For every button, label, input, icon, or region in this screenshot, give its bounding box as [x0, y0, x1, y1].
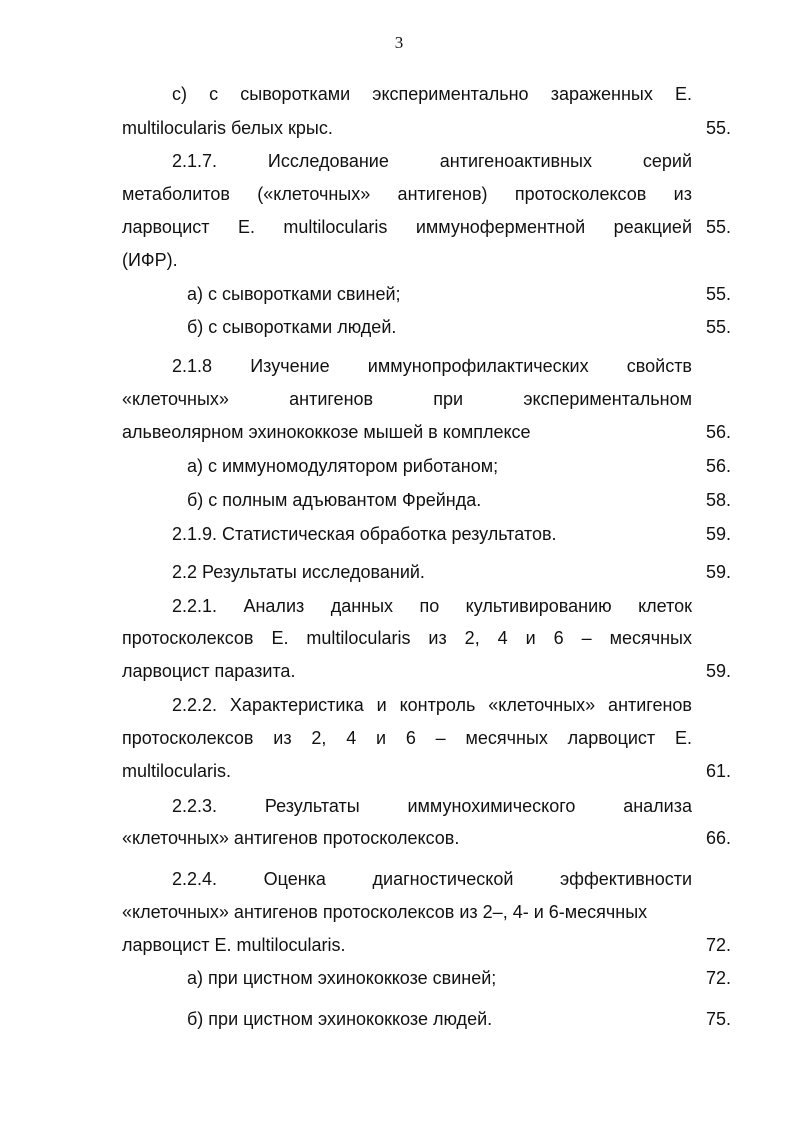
- toc-line: б) с сыворотками людей.: [187, 317, 397, 337]
- toc-line: ларвоцист Е. multilocularis иммуноферментной реакцией: [122, 217, 692, 237]
- toc-line: «клеточных» антигенов протосколексов.: [122, 828, 460, 848]
- toc-page-number: 75.: [706, 1009, 732, 1029]
- toc-line: 2.2.3. Результаты иммунохимического анализа: [172, 796, 692, 816]
- toc-line: multilocularis белых крыс.: [122, 118, 333, 138]
- toc-line: «клеточных» антигенов при экспериментальном: [122, 389, 692, 409]
- toc-line: «клеточных» антигенов протосколексов из 2–, 4- и 6-месячных: [122, 902, 648, 922]
- toc-line: 2.1.9. Статистическая обработка результатов.: [172, 524, 557, 544]
- toc-page-number: 56.: [706, 422, 732, 442]
- toc-page-number: 61.: [706, 761, 732, 781]
- page-number: 3: [394, 33, 404, 52]
- toc-line: протосколексов из 2, 4 и 6 – месячных ларвоцист Е.: [122, 728, 692, 748]
- toc-line: с) с сыворотками экспериментально зараженных Е.: [172, 84, 692, 104]
- toc-line: 2.2.2. Характеристика и контроль «клеточных» антигенов: [172, 695, 692, 715]
- toc-line: 2.2.1. Анализ данных по культивированию клеток: [172, 596, 692, 616]
- toc-line: б) с полным адъювантом Фрейнда.: [187, 490, 482, 510]
- toc-page-number: 72.: [706, 968, 732, 988]
- toc-line: ларвоцист паразита.: [122, 661, 296, 681]
- toc-page-number: 59.: [706, 562, 732, 582]
- toc-line: протосколексов Е. multilocularis из 2, 4 и 6 – месячных: [122, 628, 692, 648]
- toc-page-number: 72.: [706, 935, 732, 955]
- toc-line: 2.1.7. Исследование антигеноактивных серий: [172, 151, 692, 171]
- toc-line: 2.1.8 Изучение иммунопрофилактических свойств: [172, 356, 692, 376]
- toc-line: б) при цистном эхинококкозе людей.: [187, 1009, 493, 1029]
- toc-line: а) с сыворотками свиней;: [187, 284, 401, 304]
- toc-page-number: 58.: [706, 490, 732, 510]
- toc-page-number: 55.: [706, 317, 732, 337]
- toc-page-number: 59.: [706, 524, 732, 544]
- toc-line: ларвоцист Е. multilocularis.: [122, 935, 346, 955]
- toc-line: (ИФР).: [122, 250, 178, 270]
- toc-line: а) при цистном эхинококкозе свиней;: [187, 968, 497, 988]
- toc-line: 2.2.4. Оценка диагностической эффективности: [172, 869, 692, 889]
- toc-page-number: 59.: [706, 661, 732, 681]
- toc-line: multilocularis.: [122, 761, 232, 781]
- toc-line: альвеолярном эхинококкозе мышей в комплексе: [122, 422, 531, 442]
- toc-page-number: 55.: [706, 284, 732, 304]
- toc-page-number: 55.: [706, 118, 732, 138]
- toc-page-number: 66.: [706, 828, 732, 848]
- toc-page-number: 56.: [706, 456, 732, 476]
- toc-line: 2.2 Результаты исследований.: [172, 562, 425, 582]
- toc-line: метаболитов («клеточных» антигенов) протосколексов из: [122, 184, 692, 204]
- toc-page-number: 55.: [706, 217, 732, 237]
- toc-line: а) с иммуномодулятором риботаном;: [187, 456, 499, 476]
